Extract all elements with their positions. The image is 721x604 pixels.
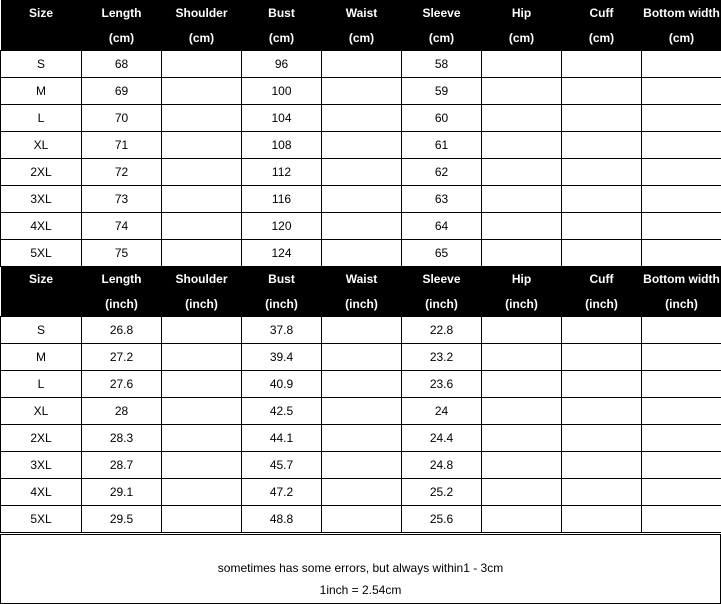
measurement-cell [482,425,562,452]
column-header: Size [1,0,82,26]
measurement-cell [562,506,642,533]
measurement-cell [562,425,642,452]
measurement-cell [162,186,242,213]
measurement-cell [562,398,642,425]
measurement-cell: 74 [82,213,162,240]
measurement-cell: 27.2 [82,344,162,371]
measurement-cell: 63 [402,186,482,213]
measurement-cell [162,51,242,78]
measurement-cell [562,132,642,159]
column-header: Sleeve [402,0,482,26]
size-label-cell: 4XL [1,213,82,240]
measurement-cell [162,78,242,105]
measurement-cell: 29.1 [82,479,162,506]
measurement-cell: 27.6 [82,371,162,398]
measurement-cell: 23.2 [402,344,482,371]
table-header [1,266,721,317]
unit-header [1,26,82,51]
measurement-cell [482,51,562,78]
measurement-cell [322,51,402,78]
measurement-cell [162,213,242,240]
unit-header: (cm) [162,26,242,51]
measurement-cell: 58 [402,51,482,78]
measurement-cell [642,78,721,105]
measurement-cell [322,506,402,533]
unit-header: (inch) [402,292,482,317]
measurement-cell: 59 [402,78,482,105]
measurement-cell: 25.2 [402,479,482,506]
measurement-cell [162,371,242,398]
measurement-cell [162,317,242,344]
measurement-cell: 100 [242,78,322,105]
column-header: Sleeve [402,266,482,292]
measurement-cell [642,452,721,479]
measurement-cell: 22.8 [402,317,482,344]
measurement-cell [322,132,402,159]
size-label-cell: S [1,51,82,78]
table-row [1,479,721,506]
size-label-cell: 3XL [1,452,82,479]
table-row [1,344,721,371]
size-label-cell: L [1,371,82,398]
measurement-cell [482,159,562,186]
column-header: Cuff [562,266,642,292]
unit-conversion-note: 1inch = 2.54cm [1,583,720,597]
measurement-cell [322,159,402,186]
measurement-cell [322,213,402,240]
measurement-cell [562,78,642,105]
size-label-cell: 3XL [1,186,82,213]
footer-note-box [0,534,721,604]
measurement-cell [162,344,242,371]
measurement-cell: 44.1 [242,425,322,452]
measurement-cell [562,105,642,132]
table-row [1,132,721,159]
measurement-cell [162,398,242,425]
unit-header: (cm) [562,26,642,51]
measurement-cell: 48.8 [242,506,322,533]
column-header: Cuff [562,0,642,26]
measurement-cell [322,371,402,398]
measurement-error-note: sometimes has some errors, but always within1 - 3cm [1,561,720,575]
table-body [1,317,721,533]
measurement-cell: 72 [82,159,162,186]
measurement-cell [322,425,402,452]
size-label-cell: L [1,105,82,132]
column-header: Shoulder [162,266,242,292]
measurement-cell: 28 [82,398,162,425]
measurement-cell [482,506,562,533]
measurement-cell [562,213,642,240]
table-row [1,213,721,240]
measurement-cell [642,425,721,452]
measurement-cell: 24.8 [402,452,482,479]
table-row [1,78,721,105]
measurement-cell: 64 [402,213,482,240]
size-label-cell: 4XL [1,479,82,506]
measurement-cell [482,317,562,344]
table-header [1,0,721,51]
unit-header: (cm) [242,26,322,51]
measurement-cell [482,240,562,267]
measurement-cell [322,186,402,213]
measurement-cell [162,132,242,159]
column-header: Bust [242,0,322,26]
measurement-cell: 26.8 [82,317,162,344]
size-label-cell: 2XL [1,159,82,186]
measurement-cell: 45.7 [242,452,322,479]
unit-header: (inch) [642,292,721,317]
table-row [1,240,721,267]
table-body [1,51,721,267]
column-header: Bottom width [642,266,721,292]
measurement-cell [482,344,562,371]
unit-header: (cm) [482,26,562,51]
measurement-cell: 96 [242,51,322,78]
table-row [1,159,721,186]
measurement-cell: 116 [242,186,322,213]
column-header: Hip [482,0,562,26]
table-row [1,105,721,132]
measurement-cell [322,317,402,344]
table-row [1,317,721,344]
table-row [1,51,721,78]
measurement-cell: 47.2 [242,479,322,506]
measurement-cell [482,371,562,398]
unit-header: (cm) [322,26,402,51]
measurement-cell: 68 [82,51,162,78]
measurement-cell [162,425,242,452]
measurement-cell [562,240,642,267]
unit-header: (inch) [322,292,402,317]
measurement-cell [642,479,721,506]
measurement-cell [162,479,242,506]
measurement-cell [482,186,562,213]
measurement-cell [322,105,402,132]
column-header: Bottom width [642,0,721,26]
measurement-cell: 70 [82,105,162,132]
measurement-cell [482,452,562,479]
header-label-row [1,0,721,26]
measurement-cell: 24 [402,398,482,425]
size-label-cell: 5XL [1,506,82,533]
measurement-cell [162,506,242,533]
measurement-cell [562,317,642,344]
measurement-cell: 60 [402,105,482,132]
measurement-cell: 25.6 [402,506,482,533]
measurement-cell: 71 [82,132,162,159]
measurement-cell: 112 [242,159,322,186]
unit-header: (inch) [162,292,242,317]
measurement-cell [642,186,721,213]
measurement-cell: 61 [402,132,482,159]
measurement-cell [642,213,721,240]
size-table-cm [0,0,721,267]
measurement-cell: 62 [402,159,482,186]
measurement-cell: 104 [242,105,322,132]
measurement-cell: 65 [402,240,482,267]
size-label-cell: XL [1,132,82,159]
measurement-cell [322,78,402,105]
measurement-cell [482,78,562,105]
unit-header: (inch) [562,292,642,317]
table-row [1,425,721,452]
size-label-cell: M [1,78,82,105]
measurement-cell: 40.9 [242,371,322,398]
size-label-cell: 2XL [1,425,82,452]
measurement-cell [642,506,721,533]
measurement-cell: 28.3 [82,425,162,452]
measurement-cell [162,452,242,479]
measurement-cell [322,398,402,425]
measurement-cell [562,186,642,213]
unit-header: (inch) [82,292,162,317]
table-row [1,398,721,425]
measurement-cell [562,344,642,371]
measurement-cell: 75 [82,240,162,267]
measurement-cell [642,398,721,425]
measurement-cell [562,452,642,479]
measurement-cell: 42.5 [242,398,322,425]
measurement-cell: 124 [242,240,322,267]
measurement-cell: 37.8 [242,317,322,344]
measurement-cell [642,159,721,186]
measurement-cell [642,51,721,78]
column-header: Bust [242,266,322,292]
measurement-cell [482,398,562,425]
header-unit-row [1,26,721,51]
unit-header: (inch) [482,292,562,317]
column-header: Shoulder [162,0,242,26]
measurement-cell [322,240,402,267]
measurement-cell [562,51,642,78]
column-header: Hip [482,266,562,292]
measurement-cell: 24.4 [402,425,482,452]
measurement-cell: 23.6 [402,371,482,398]
measurement-cell [162,240,242,267]
measurement-cell [642,317,721,344]
measurement-cell: 39.4 [242,344,322,371]
unit-header: (cm) [82,26,162,51]
size-label-cell: XL [1,398,82,425]
header-label-row [1,266,721,292]
unit-header: (cm) [402,26,482,51]
table-row [1,506,721,533]
measurement-cell [322,479,402,506]
measurement-cell [562,479,642,506]
measurement-cell [162,105,242,132]
measurement-cell: 69 [82,78,162,105]
column-header: Length [82,266,162,292]
column-header: Waist [322,0,402,26]
table-row [1,452,721,479]
table-row [1,186,721,213]
measurement-cell: 73 [82,186,162,213]
table-row [1,371,721,398]
column-header: Size [1,266,82,292]
measurement-cell: 108 [242,132,322,159]
measurement-cell [642,105,721,132]
measurement-cell [562,371,642,398]
measurement-cell [642,371,721,398]
measurement-cell [562,159,642,186]
measurement-cell: 120 [242,213,322,240]
size-label-cell: 5XL [1,240,82,267]
measurement-cell [642,240,721,267]
measurement-cell [482,213,562,240]
unit-header [1,292,82,317]
size-label-cell: M [1,344,82,371]
measurement-cell [482,105,562,132]
measurement-cell [322,452,402,479]
size-table-inch [0,266,721,533]
header-unit-row [1,292,721,317]
measurement-cell [482,132,562,159]
unit-header: (inch) [242,292,322,317]
measurement-cell [642,344,721,371]
measurement-cell: 28.7 [82,452,162,479]
size-label-cell: S [1,317,82,344]
unit-header: (cm) [642,26,721,51]
column-header: Length [82,0,162,26]
measurement-cell [162,159,242,186]
measurement-cell: 29.5 [82,506,162,533]
column-header: Waist [322,266,402,292]
measurement-cell [322,344,402,371]
measurement-cell [482,479,562,506]
measurement-cell [642,132,721,159]
